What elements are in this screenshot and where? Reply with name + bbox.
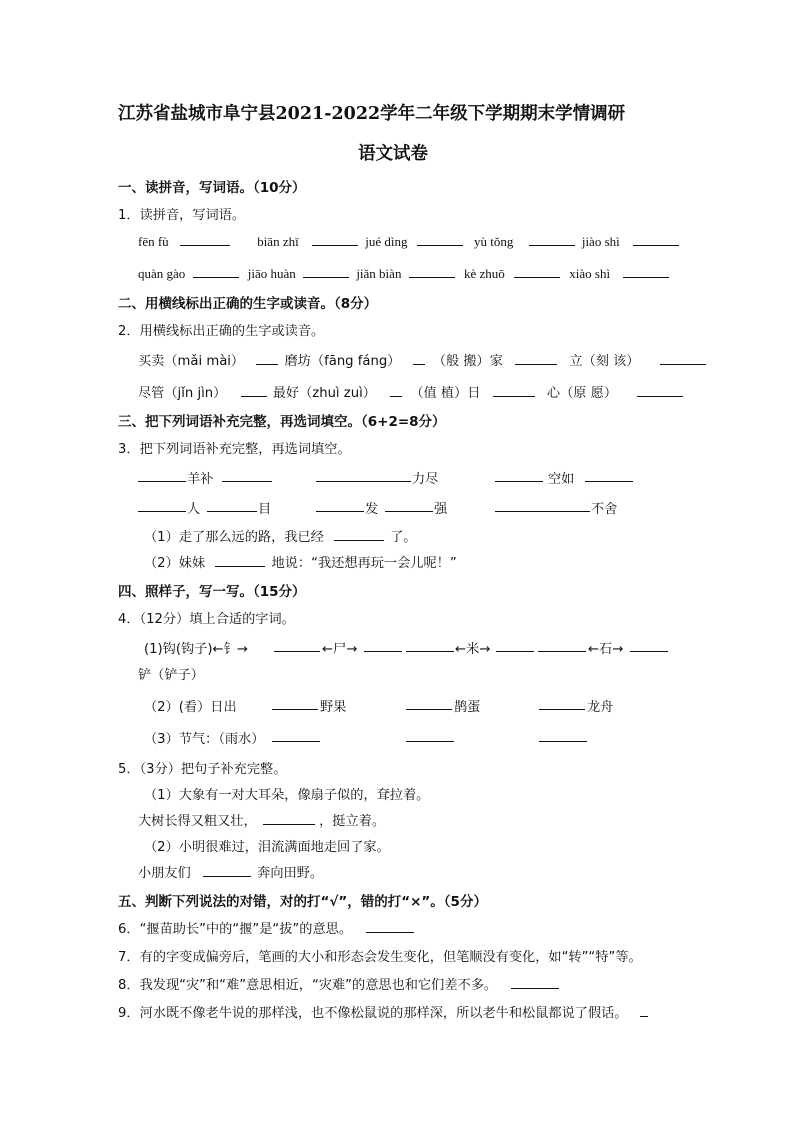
answer-blank[interactable] [417,232,463,246]
section-4-heading: 四、照样子，写一写。（15分） [118,584,306,600]
answer-blank[interactable] [256,351,278,365]
answer-blank[interactable] [529,232,575,246]
question-7: 7．有的字变成偏旁后，笔画的大小和形态会发生变化，但笔顺没有变化，如“转”“特”等。 [118,950,642,965]
choice-row-1 [138,350,706,369]
idiom-part: 发 [365,502,379,517]
section-1-heading: 一、读拼音，写词语。（10分） [118,180,306,196]
sentence-text: ，挺立着。 [319,814,386,829]
choice-item: 立（刻 该） [569,354,640,369]
answer-blank[interactable] [390,383,402,397]
answer-blank[interactable] [630,638,668,652]
answer-blank[interactable] [366,919,414,933]
choice-item: 心（原 愿） [546,386,618,401]
answer-blank[interactable] [640,1003,648,1017]
sentence-example-1: （1）大象有一对大耳朵，像扇子似的，耷拉着。 [144,788,430,803]
question-text: 6．“揠苗助长”中的“揠”是“拔”的意思。 [118,922,353,937]
answer-blank[interactable] [138,498,186,512]
answer-blank[interactable] [585,468,633,482]
choice-item: 最好（zhuì zuì） [272,386,376,401]
question-text: 8．我发现“灾”和“难”意思相近，“灾难”的意思也和它们差不多。 [118,978,498,993]
question-5: 5．（3分）把句子补充完整。 [118,762,287,777]
pinyin: jiāo huàn [247,266,296,281]
answer-blank[interactable] [316,498,364,512]
example-text: （2）(看）日出 [144,700,237,715]
sentence-text: 大树长得又粗又壮， [138,814,257,829]
choice-item: 尽管（jǐn jìn） [138,386,227,401]
answer-blank[interactable] [138,468,186,482]
answer-blank[interactable] [406,728,454,742]
idiom-row-1 [138,468,658,486]
pinyin-row-2 [138,264,669,282]
pinyin: xiào shì [569,266,611,281]
sentence-text: 了。 [390,530,417,545]
document-title: 江苏省盐城市阜宁县2021-2022学年二年级下学期期末学情调研 [118,104,626,124]
pinyin-row-1 [138,232,679,250]
answer-blank[interactable] [623,264,669,278]
answer-blank[interactable] [495,498,590,512]
word-text: 龙舟 [587,700,614,715]
radical-arrow: ←米→ [455,642,491,657]
answer-blank[interactable] [241,383,267,397]
question-6 [118,918,414,937]
answer-blank[interactable] [511,975,559,989]
answer-blank[interactable] [222,468,272,482]
answer-blank[interactable] [207,498,257,512]
answer-blank[interactable] [539,728,587,742]
answer-blank[interactable] [272,696,318,710]
fill-sentence-1 [144,526,417,545]
sentence-text: 地说：“我还想再玩一会儿呢！” [271,556,457,571]
radical-arrow: ←石→ [588,642,624,657]
answer-blank[interactable] [514,264,560,278]
answer-blank[interactable] [660,351,706,365]
idiom-part: 目 [258,502,272,517]
question-4: 4．（12分）填上合适的字词。 [118,612,295,627]
sentence-fill-2 [138,862,323,881]
answer-blank[interactable] [406,638,454,652]
sentence-example-2: （2）小明很难过，泪流满面地走回了家。 [144,840,390,855]
answer-blank[interactable] [215,553,265,567]
answer-blank[interactable] [637,383,683,397]
answer-blank[interactable] [409,264,455,278]
pinyin: jiǎn biàn [356,266,402,281]
answer-blank[interactable] [334,527,384,541]
example-continuation: 铲（铲子） [138,668,204,683]
answer-blank[interactable] [493,383,535,397]
answer-blank[interactable] [316,468,411,482]
question-9 [118,1002,648,1021]
idiom-part: 羊补 [187,472,214,487]
pinyin: jué dìng [365,234,408,249]
idiom-part: 力尽 [412,472,439,487]
answer-blank[interactable] [539,696,585,710]
radical-arrow: ←尸→ [322,642,358,657]
idiom-part: 空如 [548,472,575,487]
radical-row [144,638,674,656]
idiom-part: 人 [187,502,201,517]
idiom-row-2 [138,498,658,516]
pinyin: jiào shì [581,234,620,249]
sentence-text: （1）走了那么远的路，我已经 [144,530,324,545]
answer-blank[interactable] [495,468,543,482]
sentence-text: 小朋友们 [138,866,191,881]
answer-blank[interactable] [633,232,679,246]
answer-blank[interactable] [263,811,315,825]
example-text: （3）节气：（雨水） [144,732,265,747]
fill-sentence-2 [144,552,457,571]
choice-item: （般 搬）家 [432,354,503,369]
word-text: 鹊蛋 [454,700,481,715]
answer-blank[interactable] [312,232,358,246]
answer-blank[interactable] [413,351,425,365]
idiom-part: 强 [434,502,448,517]
choice-item: 磨坊（fāng fáng） [284,354,401,369]
section-5-heading: 五、判断下列说法的对错，对的打“√”，错的打“×”。（5分） [118,894,487,910]
answer-blank[interactable] [180,232,230,246]
choice-item: 买卖（mǎi mài） [138,354,245,369]
pinyin: yù tǒng [473,234,514,249]
question-1: 1．读拼音，写词语。 [118,208,246,223]
answer-blank[interactable] [538,638,586,652]
section-2-heading: 二、用横线标出正确的生字或读音。（8分） [118,296,378,312]
word-text: 野果 [320,700,347,715]
sentence-fill-1 [138,810,385,829]
idiom-part: 不舍 [591,502,618,517]
answer-blank[interactable] [203,863,251,877]
question-3: 3．把下列词语补充完整，再选词填空。 [118,442,351,457]
choice-item: （值 植）日 [410,386,481,401]
word-row-2 [144,696,674,714]
answer-blank[interactable] [303,264,349,278]
answer-blank[interactable] [496,638,534,652]
word-row-3 [144,728,674,746]
question-2: 2．用横线标出正确的生字或读音。 [118,324,325,339]
document-subtitle: 语文试卷 [358,144,428,164]
section-3-heading: 三、把下列词语补充完整，再选词填空。（6+2=8分） [118,414,446,430]
question-text: 9．河水既不像老牛说的那样浅，也不像松鼠说的那样深，所以老牛和松鼠都说了假话。 [118,1006,628,1021]
answer-blank[interactable] [193,264,239,278]
sentence-text: （2）妹妹 [144,556,206,571]
answer-blank[interactable] [364,638,402,652]
answer-blank[interactable] [272,728,320,742]
pinyin: fēn fù [138,234,169,249]
answer-blank[interactable] [515,351,557,365]
question-8 [118,974,559,993]
answer-blank[interactable] [385,498,433,512]
choice-row-2 [138,382,683,401]
pinyin: biān zhī [257,234,299,249]
answer-blank[interactable] [406,696,452,710]
pinyin: kè zhuō [463,266,505,281]
pinyin: quàn gào [138,266,186,281]
example-text: (1)钩(钩子)←钅→ [144,642,248,657]
sentence-text: 奔向田野。 [257,866,324,881]
answer-blank[interactable] [274,638,320,652]
